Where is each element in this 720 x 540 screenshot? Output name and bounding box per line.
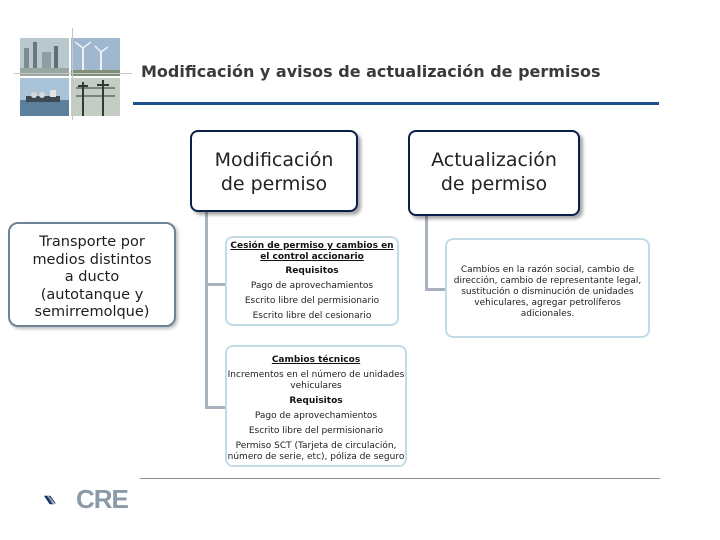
tanker-ship-photo-icon <box>20 78 69 116</box>
transporte-node <box>8 222 176 327</box>
box-heading: el control accionario <box>260 252 364 262</box>
photo-collage <box>20 38 120 116</box>
cambios-tecnicos-box <box>225 345 407 467</box>
node-line: de permiso <box>220 173 328 195</box>
connector-act-trunk <box>425 216 428 290</box>
detalle-line: Cambios en la razón social, cambio de <box>460 265 635 275</box>
requisito-item: Escrito libre del permisionario <box>248 426 384 436</box>
node-line: medios distintos <box>32 251 152 268</box>
footer-rule <box>140 478 660 479</box>
requisito-item: Escrito libre del cesionario <box>252 311 372 321</box>
requisito-item: Escrito libre del permisionario <box>244 296 380 306</box>
cre-logo-text: CRE <box>76 484 128 514</box>
header-cross-line-horizontal <box>14 73 132 74</box>
requisito-item: número de serie, etc), póliza de seguro <box>227 452 405 462</box>
wind-turbine-photo-icon <box>71 38 120 76</box>
requisito-item: Pago de aprovechamientos <box>250 281 374 291</box>
page-title: Modificación y avisos de actualización de permisos <box>141 62 601 81</box>
power-lines-photo-icon <box>71 78 120 116</box>
actualizacion-permiso-node <box>408 130 580 216</box>
box-heading: Cesión de permiso y cambios en <box>230 241 394 251</box>
cesion-requisitos-box <box>225 236 399 326</box>
requisitos-label: Requisitos <box>285 266 339 276</box>
requisito-item: Pago de aprovechamientos <box>254 411 378 421</box>
box-intro: Incrementos en el número de unidades <box>227 370 405 380</box>
node-line: a ducto <box>64 269 120 285</box>
modificacion-permiso-node <box>190 130 358 212</box>
detalle-line: sustitución o disminución de unidades <box>461 287 634 297</box>
connector-mod-to-cesion <box>205 283 225 286</box>
requisitos-label: Requisitos <box>289 396 343 406</box>
requisito-item: Permiso SCT (Tarjeta de circulación, <box>235 441 397 451</box>
node-line: semirremolque) <box>34 304 150 320</box>
cre-logo-icon <box>44 486 76 514</box>
box-heading: Cambios técnicos <box>271 355 361 365</box>
connector-mod-to-cambios <box>205 406 225 409</box>
connector-act-to-box <box>425 288 445 291</box>
node-line: Modificación <box>214 149 334 171</box>
detalle-line: vehiculares, agregar petrolíferos adicionales. <box>474 298 621 319</box>
box-intro: vehiculares <box>290 381 342 391</box>
header-cross-line-vertical <box>72 28 73 120</box>
node-line: Actualización <box>431 149 557 171</box>
factory-photo-icon <box>20 38 69 76</box>
node-line: (autotanque y <box>40 286 144 303</box>
node-line: Transporte por <box>39 234 145 250</box>
connector-mod-trunk <box>205 210 208 408</box>
detalle-line: dirección, cambio de representante legal, <box>453 276 642 286</box>
title-underline <box>133 102 659 105</box>
actualizacion-detalle-box <box>445 238 650 338</box>
node-line: de permiso <box>440 173 548 195</box>
